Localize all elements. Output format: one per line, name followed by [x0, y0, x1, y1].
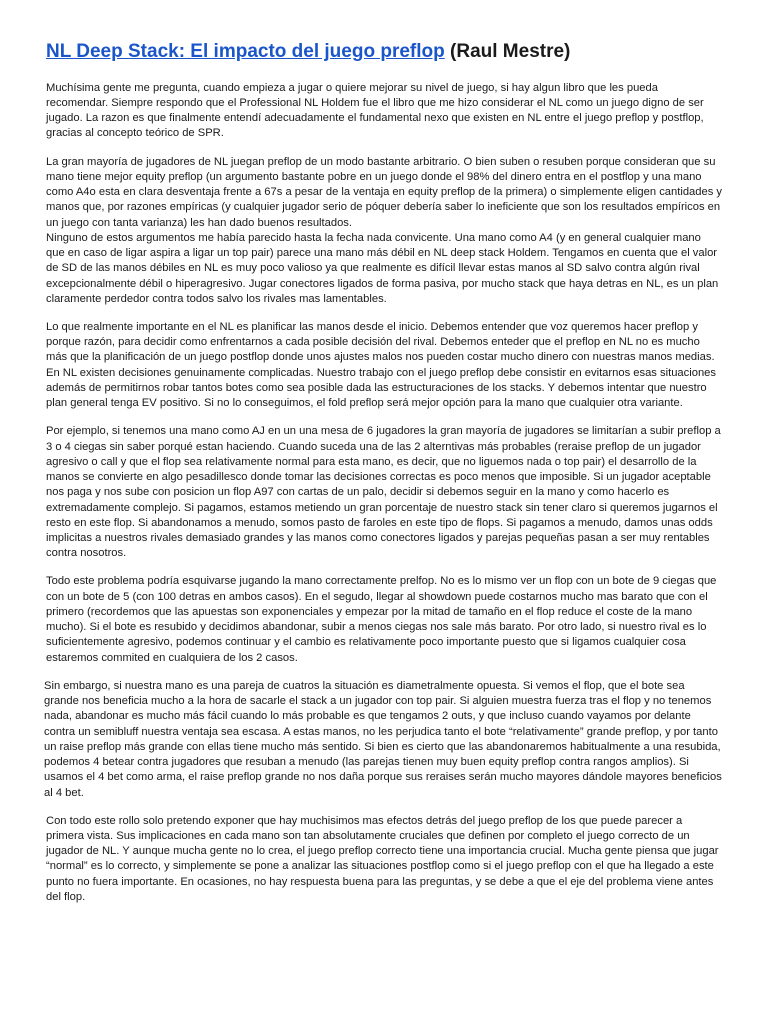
- paragraph-4: Por ejemplo, si tenemos una mano como AJ en un una mesa de 6 jugadores la gran mayoría de jugadores se limitarían a subir preflop a 3 o 4 ciegas sin saber porqué estan haciendo. Cuando suceda una de las 2 alterntivas más probables (reraise preflop de un jugador agresivo o call y que el flop sea relativamente normal para esta mano, es decir, que no liguemos nada o top pair) el desarrollo de la manos se convierte en algo pesadillesco donde tomar las decisiones correctas es poco menos que imposible. Si un jugador aceptable nos paga y nos sube con posicion un flop A97 con cartas de un palo, decidir si debemos seguir en la mano y como hacerlo es extremadamente complejo. Si pagamos, estamos metiendo un gran porcentaje de nuestro stack sin tener claro si queremos jugarnos el resto en este flop. Si abandonamos a menudo, somos pasto de faroles en este tipo de flops. Si pagamos a menudo, damos unas odds implicitas a nuestros rivales demasiado grandes y las manos como conectores ligados y parejas pequeñas pasan a ser muy rentables contra nosotros.: [46, 425, 721, 560]
- title-link[interactable]: NL Deep Stack: El impacto del juego preflop: [46, 41, 445, 62]
- article: [46, 40, 722, 918]
- paragraph-2: La gran mayoría de jugadores de NL juegan preflop de un modo bastante arbitrario. O bien suben o resuben porque consideran que su mano tiene mejor equity preflop (un argumento bastante pobre en un juego donde el 98% del dinero entra en el postflop y una mano como A4o esta en clara desventaja frente a 67s a pesar de la ventaja en equity preflop de la primera) o simplemente eligen cantidades y manos que, por razones empíricas (y cualquier jugador serio de póquer debería saber lo ineficiente que son los resultados empíricos en un juego con tanta varianza) les han dado buenos resultados. Ninguno de estos argumentos me había parecido hasta la fecha nada convicente. Una mano como A4 (y en general cualquier mano que en caso de ligar aspira a ligar un top pair) parece una mano más débil en NL deep stack Holdem. Tengamos en cuenta que el valor de SD de las manos débiles en NL es muy poco valioso ya que realmente es difícil llevar estas manos al SD salvo contra algún rival excepcionalmente débil o hiperagresivo. Jugar conectores ligados de forma pasiva, por mucho stack que haya detras en NL, es un plan claramente perdedor contra todos salvo los rivales mas lamentables.: [46, 155, 723, 305]
- paragraph-5: Todo este problema podría esquivarse jugando la mano correctamente prelfop. No es lo mismo ver un flop con un bote de 9 ciegas que con un bote de 5 (con 100 detras en ambos casos). En el segudo, llegar al showdown puede costarnos mucho mas barato que con el primero (recordemos que las apuestas son exponenciales y empezar por la mitad de tamaño en el flop reduce el coste de la mano mucho). Si el bote es resubido y decidimos abandonar, subir a menos ciegas nos sale más barato. Por otro lado, si nuestro rival es lo suficientemente agresivo, podemos continuar y el cambio es relativamente poco importante puesto que si ligamos cualquier cosa estaremos commited en cualquiera de los 2 casos.: [46, 575, 717, 664]
- article-title: [46, 40, 722, 65]
- paragraph-6: Sin embargo, si nuestra mano es una pareja de cuatros la situación es diametralmente opuesta. Si vemos el flop, que el bote sea grande nos beneficia mucho a la hora de sacarle el stack a un jugador con top pair. Si alguien muestra fuerza tras el flop y no tenemos nada, abandonar es mucho más fácil cuando lo más probable es que tengamos 2 outs, y que incluso cuando vayamos por delante contra un semibluff nuestra ventaja sea escasa. A estas manos, no les perjudica tanto el bote “relativamente” grande preflop, y por tanto un raise preflop más grande con ellas tiene mucho más sentido. Si bien es cierto que las abandonaremos habitualmente a una resubida, podemos 4 betear contra jugadores que resuban a menudo (las parejas tienen muy buen equity preflop contra rangos amplios). Si usamos el 4 bet como arma, el raise preflop grande no nos daña porque sus reraises serán mucho mayores dándole mayores beneficios al 4 bet.: [44, 679, 722, 799]
- paragraph-7: Con todo este rollo solo pretendo exponer que hay muchisimos mas efectos detrás del juego preflop de los que puede parecer a primera vista. Sus implicaciones en cada mano son tan absolutamente cruciales que definen por completo el juego correcto de un jugador de NL. Y aunque mucha gente no lo crea, el juego preflop correcto tiene una importancia crucial. Mucha gente piensa que jugar “normal” es lo correcto, y simplemente se pone a analizar las situaciones postflop como si el juego preflop con el que ha llegado a este punto no fuera importante. En ocasiones, no hay respuesta buena para las preguntas, y se debe a que el eje del problema viene antes del flop.: [46, 814, 719, 903]
- paragraph-3: Lo que realmente importante en el NL es planificar las manos desde el inicio. Debemos entender que voz queremos hacer preflop y porque razón, para decidir como enfrentarnos a cada posible decisión del rival. Debemos enteder que el preflop en NL no es mucho más que la planificación de un juego postflop donde unos ajustes malos nos pueden costar mucho dinero con nuestras manos medias. En NL existen decisiones genuinamente complicadas. Nuestro trabajo con el juego preflop debe consistir en evitarnos esas situaciones además de permitirnos robar tantos botes como sea posible dada las estructuraciones de los stacks. Y debemos intentar que nuestro plan general tenga EV positivo. Si no lo conseguimos, el fold preflop será mejor opción para la mano que cualquier otra variante.: [46, 320, 716, 410]
- author-name: (Raul Mestre): [450, 41, 571, 62]
- paragraph-1: Muchísima gente me pregunta, cuando empieza a jugar o quiere mejorar su nivel de juego, si hay algun libro que les pueda recomendar. Siempre respondo que el Professional NL Holdem fue el libro que me hizo considerar el NL como un juego digno de ser jugado. La razon es que finalmente entendí adecuadamente el fundamental nexo que existen en NL entre el juego preflop y postflop, gracias al concepto teórico de SPR.: [46, 81, 704, 140]
